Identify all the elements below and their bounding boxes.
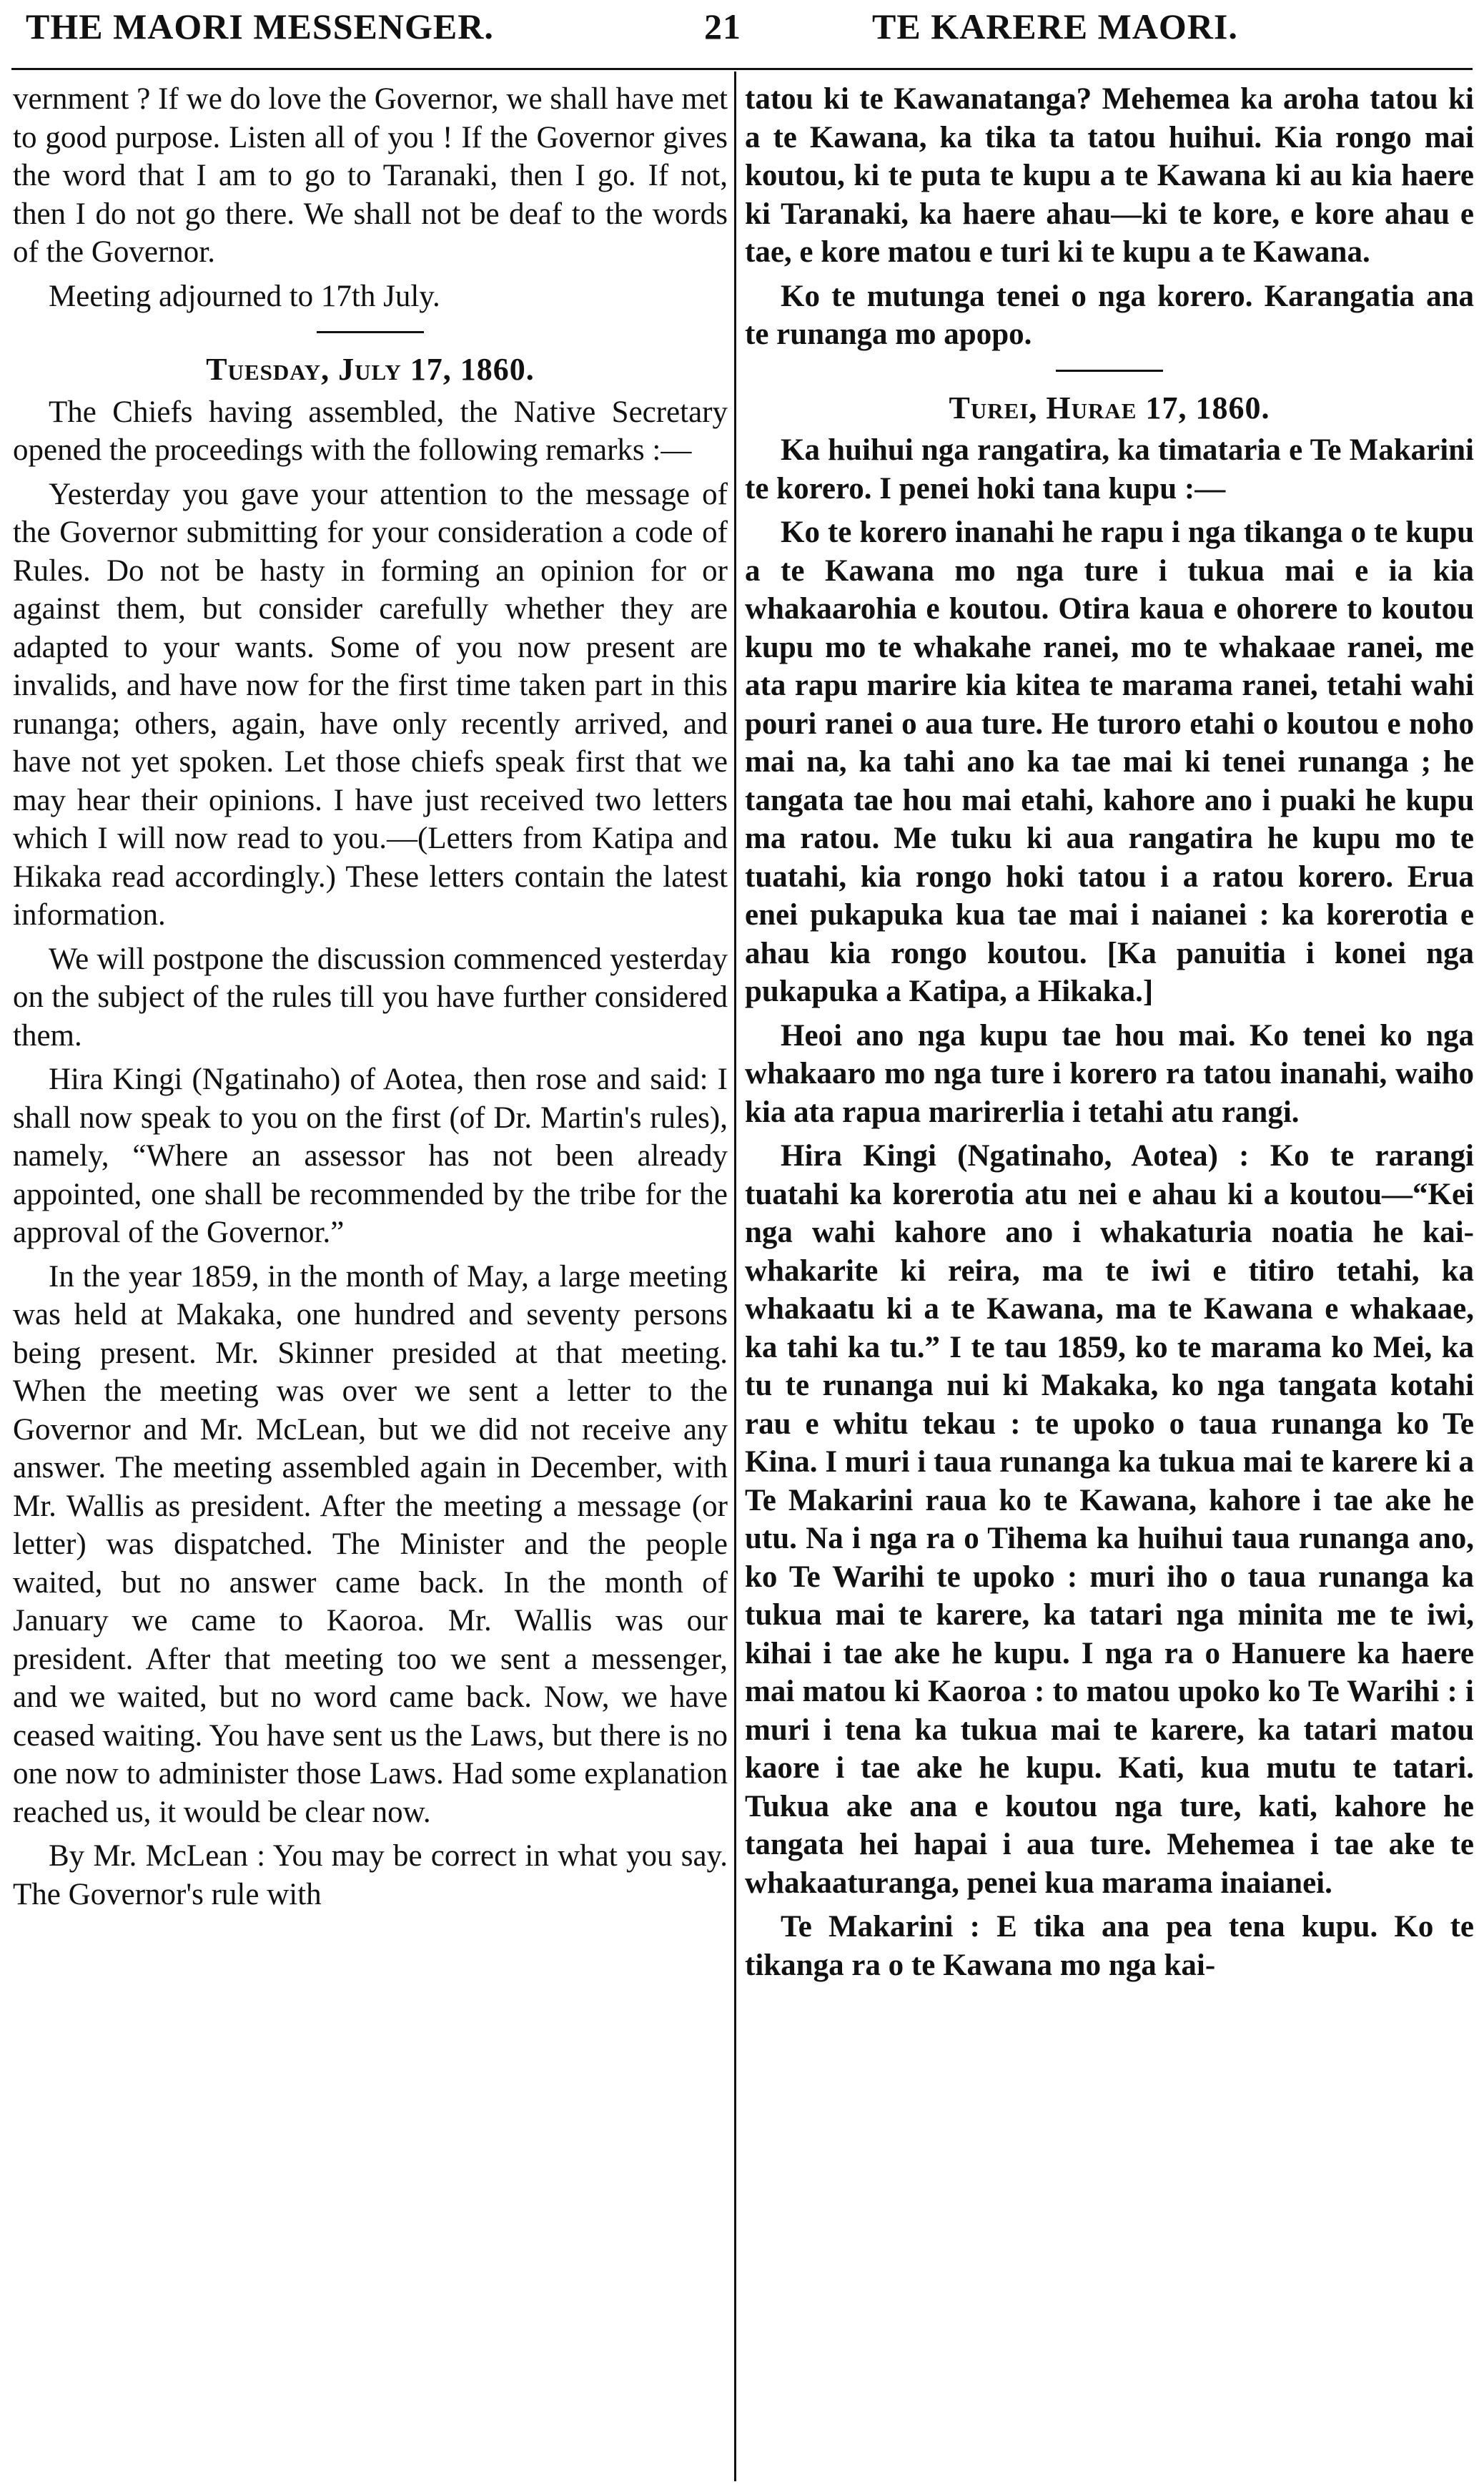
paragraph: In the year 1859, in the month of May, a large meeting was held at Makaka, one hundred and seventy persons being present. Mr. Skinner presided at that meeting. When the meeting was over we sent a letter to the Governor and Mr. McLean, but we did not receive any answer. The meeting assembled again in December, with Mr. Wallis as president. After the meeting a message (or letter) was dispatched. The Minister and the people waited, but no answer came back. In the month of January we came to Kaoroa. Mr. Wallis was our president. After that meeting too we sent a messenger, and we waited, but no word came back. Now, we have ceased waiting. You have sent us the Laws, but there is no one now to administer those Laws. Had some explanation reached us, it would be clear now. bbox=[13, 1259, 728, 1829]
section-heading: Turei, Hurae 17, 1860. bbox=[949, 390, 1270, 425]
page-header bbox=[0, 6, 1484, 70]
paragraph: The Chiefs having assembled, the Native Secretary opened the proceedings with the following remarks :— bbox=[13, 395, 728, 467]
section-heading: Tuesday, July 17, 1860. bbox=[206, 352, 535, 387]
english-masthead-title: THE MAORI MESSENGER. bbox=[26, 6, 494, 46]
paragraph: Ko te korero inanahi he rapu i nga tikanga o te kupu a te Kawana mo nga ture i tukua mai e ia kia whakaarohia e koutou. Otira kaua e ohorere to koutou kupu mo te whakahe ranei, mo te whakaae ranei, me ata rapu marire kia kitea te marama ranei, tetahi wahi pouri ranei o aua ture. He turoro etahi o koutou e noho mai na, ka tahi ano ka tae mai ki tenei runanga ; he tangata tae hou mai etahi, kahore ano i puaki he kupu ma ratou. Me tuku ki aua rangatira he kupu mo te tuatahi, kia rongo hoki tatou i a ratou korero. Erua enei pukapuka kua tae mai i naianei : ka korerotia e ahau kia rongo koutou. [Ka panuitia i konei nga pukapuka a Katipa, a Hikaka.] bbox=[745, 516, 1474, 1008]
paragraph: Yesterday you gave your attention to the message of the Governor submitting for your consideration a code of Rules. Do not be hasty in forming an opinion for or against them, but consider carefully whether they are adapted to your wants. Some of you now present are invalids, and have now for the first time taken part in this runanga; others, again, have only recently arrived, and have not yet spoken. Let those chiefs speak first that we may hear their opinions. I have just received two letters which I will now read to you.—(Letters from Katipa and Hikaka read accordingly.) These letters contain the latest information. bbox=[13, 477, 728, 932]
paragraph: tatou ki te Kawanatanga? Mehemea ka aroha tatou ki a te Kawana, ka tika ta tatou huihui. Kia rongo mai koutou, ki te puta te kupu a te Kawana ki au kia haere ki Taranaki, ka haere ahau—ki te kore, e kore ahau e tae, e kore matou e turi ki te kupu a te Kawana. bbox=[745, 82, 1474, 269]
header-rule bbox=[11, 68, 1473, 70]
paragraph: Ko te mutunga tenei o nga korero. Karangatia ana te runanga mo apopo. bbox=[745, 279, 1474, 351]
paragraph: We will postpone the discussion commenced yesterday on the subject of the rules till you have further considered them. bbox=[13, 942, 728, 1053]
column-divider bbox=[734, 72, 736, 2481]
maori-column bbox=[745, 80, 1474, 1990]
section-rule bbox=[317, 331, 424, 333]
paragraph: By Mr. McLean : You may be correct in what you say. The Governor's rule with bbox=[13, 1839, 728, 1911]
page-number: 21 bbox=[704, 6, 741, 46]
paragraph: Te Makarini : E tika ana pea tena kupu. Ko te tikanga ra o te Kawana mo nga kai- bbox=[745, 1910, 1474, 1982]
maori-masthead-title: TE KARERE MAORI. bbox=[872, 6, 1238, 46]
paragraph: Hira Kingi (Ngatinaho) of Aotea, then rose and said: I shall now speak to you on the first (of Dr. Martin's rules), namely, “Where an assessor has not been already appointed, one shall be recommended by the tribe for the approval of the Governor.” bbox=[13, 1063, 728, 1249]
paragraph: Hira Kingi (Ngatinaho, Aotea) : Ko te rarangi tuatahi ka korerotia atu nei e ahau ki a koutou—“Kei nga wahi kahore ano i whakaturia noatia he kai-whakarite ki reira, ma te iwi e titiro tetahi, ka whakaatu ki a te Kawana, ma te Kawana e whakaae, ka tahi ka tu.” I te tau 1859, ko te marama ko Mei, ka tu te runanga nui ki Makaka, ko nga tangata kotahi rau e whitu tekau : te upoko o taua runanga ko Te Kina. I muri i taua runanga ka tukua mai te karere ki a Te Makarini raua ko te Kawana, kahore i tae ake he utu. Na i nga ra o Tihema ka huihui taua runanga ano, ko Te Warihi te upoko : muri iho o taua runanga ka tukua mai te karere, ka tatari nga minita me te iwi, kihai i tae ake he kupu. I nga ra o Hanuere ka haere mai matou ki Kaoroa : to matou upoko ko Te Warihi : i muri i tena ka tukua mai te karere, ka tatari matou kaore i tae ake he kupu. Kati, kua mutu te tatari. Tukua ake ana e koutou nga ture, kati, kahore he tangata hei hapai i aua ture. Mehemea i tae ake te whakaaturanga, penei kua marama inaianei. bbox=[745, 1139, 1474, 1900]
paragraph: Ka huihui nga rangatira, ka timataria e Te Makarini te korero. I penei hoki tana kupu :— bbox=[745, 433, 1474, 506]
section-rule bbox=[1056, 370, 1163, 372]
paragraph: Heoi ano nga kupu tae hou mai. Ko tenei ko nga whakaaro mo nga ture i korero ra tatou inanahi, waiho kia ata rapua marirerlia i tetahi atu rangi. bbox=[745, 1018, 1474, 1129]
english-column bbox=[13, 80, 728, 1919]
paragraph: Meeting adjourned to 17th July. bbox=[49, 279, 440, 313]
paragraph: vernment ? If we do love the Governor, we shall have met to good purpose. Listen all of you ! If the Governor gives the word that I am to go to Taranaki, then I go. If not, then I do not go there. We shall not be deaf to the words of the Governor. bbox=[13, 82, 728, 269]
